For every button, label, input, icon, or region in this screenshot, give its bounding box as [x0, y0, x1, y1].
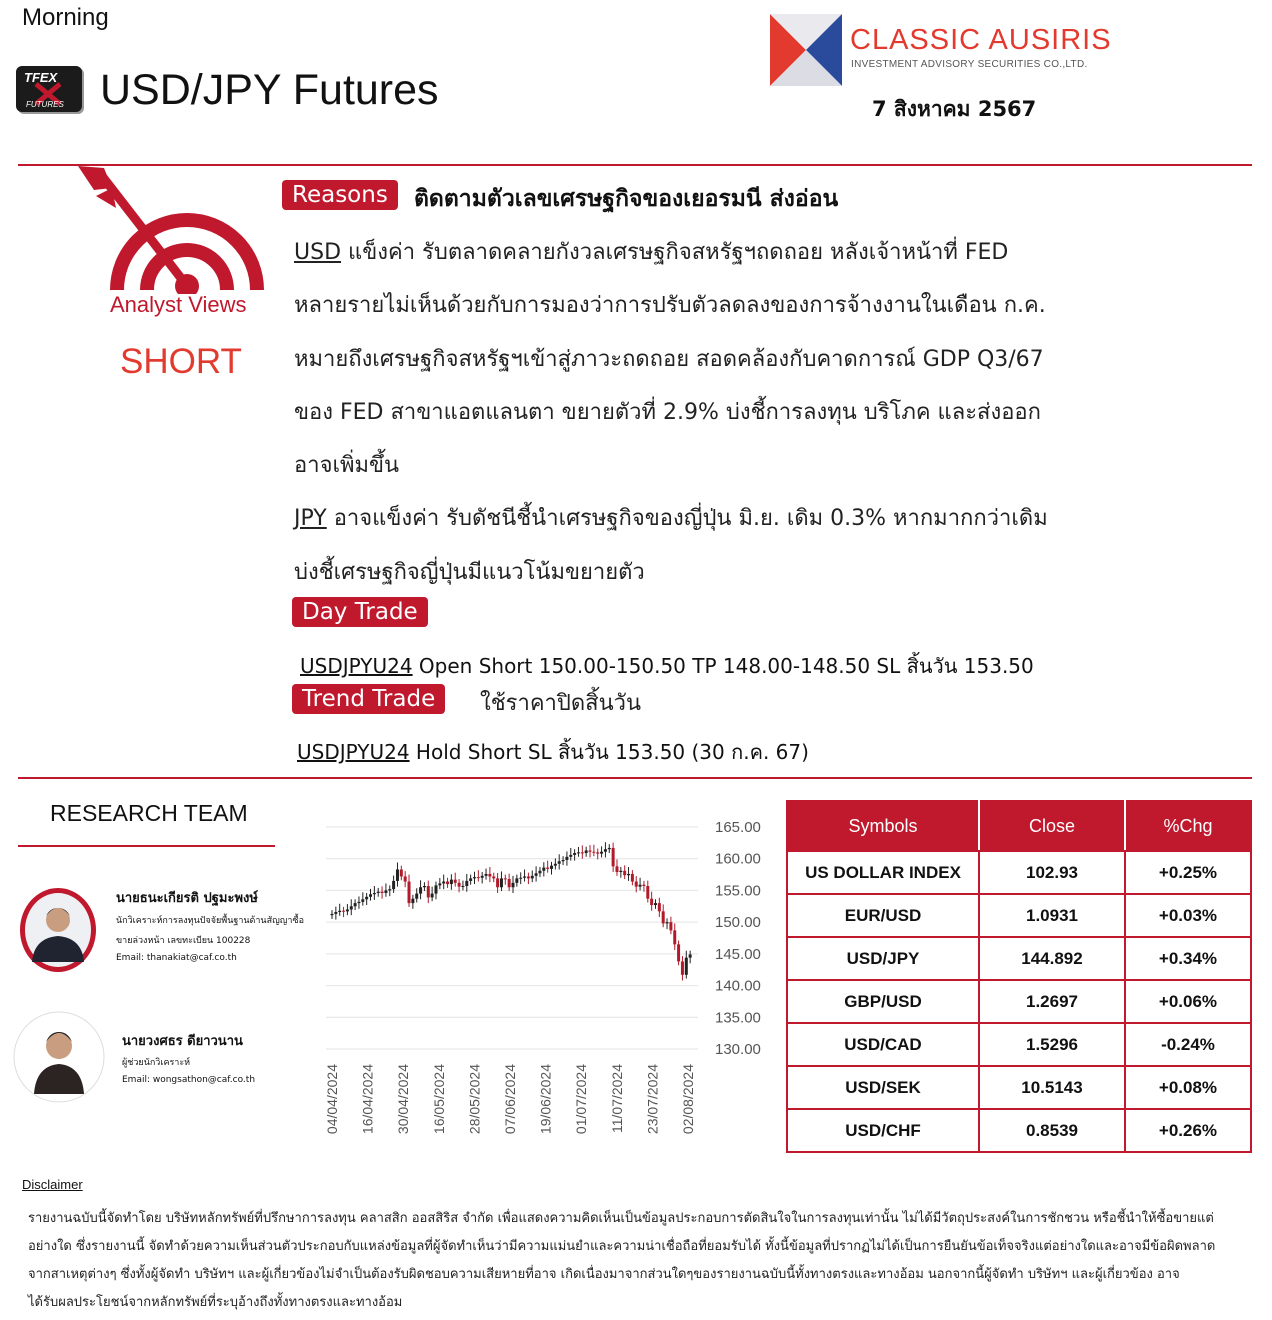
candle-body	[473, 877, 476, 878]
x-tick-label: 07/06/2024	[502, 1064, 518, 1135]
x-tick-label: 02/08/2024	[680, 1064, 696, 1135]
candle-body	[623, 871, 626, 875]
usd-line: แข็งค่า รับตลาดคลายกังวลเศรษฐกิจสหรัฐฯถดถอย หลังเจ้าหน้าที่ FED	[348, 240, 1009, 265]
candle-body	[384, 890, 387, 893]
candle-body	[361, 899, 364, 902]
candle-body	[350, 906, 353, 909]
candle-body	[627, 874, 630, 875]
y-tick-label: 145.00	[715, 945, 761, 963]
candle-body	[542, 868, 545, 871]
candle-body	[527, 876, 530, 878]
y-tick-label: 150.00	[715, 914, 761, 932]
research-team-title: RESEARCH TEAM	[50, 800, 248, 826]
usd-paragraph-line-1	[294, 234, 1008, 269]
candle-body	[458, 883, 461, 887]
candle-body	[512, 883, 515, 887]
candle-body	[646, 886, 649, 899]
candle-body	[434, 885, 437, 893]
table-cell: USD/JPY	[787, 937, 979, 980]
candle-body	[596, 852, 599, 853]
candle-body	[342, 911, 345, 912]
trend-trade-line	[297, 736, 809, 768]
candle-body	[481, 876, 484, 878]
table-cell: 1.2697	[979, 980, 1125, 1023]
candle-body	[631, 874, 634, 882]
candle-body	[373, 893, 376, 894]
candle-body	[485, 874, 488, 876]
member-email[interactable]: Email: thanakiat@caf.co.th	[116, 953, 237, 963]
y-tick-label: 135.00	[715, 1009, 761, 1027]
tfex-logo-icon	[16, 66, 82, 112]
table-cell: 144.892	[979, 937, 1125, 980]
member-role: นักวิเคราะห์การลงทุนปัจจัยพื้นฐานด้านสัญญาซื้อ	[116, 916, 304, 926]
candle-body	[608, 848, 611, 849]
trend-trade-note: ใช้ราคาปิดสิ้นวัน	[480, 691, 642, 716]
candle-body	[508, 879, 511, 887]
table-cell: USD/CAD	[787, 1023, 979, 1066]
day-trade-tag: Day Trade	[292, 597, 428, 627]
candle-body	[423, 886, 426, 887]
table-cell: US DOLLAR INDEX	[787, 851, 979, 894]
candle-body	[662, 911, 665, 923]
candle-body	[427, 886, 430, 897]
candle-body	[392, 881, 395, 889]
tfex-logo	[16, 66, 82, 112]
table-cell: EUR/USD	[787, 894, 979, 937]
member-email[interactable]: Email: wongsathon@caf.co.th	[122, 1075, 256, 1085]
table-cell: +0.26%	[1125, 1109, 1251, 1152]
company-logo-icon	[770, 14, 842, 86]
trend-trade-tag: Trend Trade	[292, 684, 445, 714]
candle-body	[338, 911, 341, 912]
candle-body	[612, 848, 615, 866]
candle-body	[535, 873, 538, 876]
company-logo	[770, 14, 842, 86]
candle-body	[438, 883, 441, 885]
trend-trade-symbol: USDJPYU24	[297, 740, 410, 764]
quote-table	[786, 800, 1252, 1153]
candle-body	[538, 871, 541, 874]
candle-body	[396, 869, 399, 880]
candle-body	[377, 892, 380, 893]
table-row	[787, 937, 1251, 980]
candle-body	[365, 897, 368, 900]
day-trade-symbol: USDJPYU24	[300, 654, 413, 678]
candle-body	[381, 892, 384, 893]
candle-body	[500, 878, 503, 887]
table-row	[787, 1109, 1251, 1152]
candle-body	[461, 886, 464, 887]
candle-body	[685, 958, 688, 975]
table-cell: 1.5296	[979, 1023, 1125, 1066]
column-header: Close	[979, 801, 1125, 851]
candle-body	[431, 894, 434, 898]
candle-body	[581, 852, 584, 853]
candle-body	[515, 878, 518, 882]
table-row	[787, 894, 1251, 937]
candle-body	[404, 876, 407, 881]
candle-body	[589, 850, 592, 851]
svg-text:FUTURES: FUTURES	[26, 100, 64, 109]
candle-body	[573, 853, 576, 855]
table-cell: +0.06%	[1125, 980, 1251, 1023]
edition-label: Morning	[22, 4, 109, 31]
candle-body	[569, 855, 572, 857]
candle-body	[642, 885, 645, 886]
table-cell: -0.24%	[1125, 1023, 1251, 1066]
candle-body	[639, 885, 642, 887]
target-icon	[72, 166, 268, 294]
candle-body	[689, 954, 692, 957]
y-tick-label: 160.00	[715, 850, 761, 868]
price-chart	[320, 812, 770, 1157]
member-role: ผู้ช่วยนักวิเคราะห์	[122, 1058, 191, 1068]
member-name: นายธนะเกียรติ ปฐมะพงษ์	[116, 891, 258, 906]
candle-body	[357, 902, 360, 903]
jpy-line: อาจแข็งค่า รับดัชนีชี้นำเศรษฐกิจของญี่ปุ่น มิ.ย. เดิม 0.3% หากมากกว่าเดิม	[333, 506, 1048, 531]
reasons-tag: Reasons	[282, 180, 398, 210]
candle-body	[504, 878, 507, 879]
candle-body	[531, 876, 534, 879]
candle-body	[669, 922, 672, 930]
candle-body	[562, 860, 565, 861]
candle-body	[558, 861, 561, 864]
avatar	[12, 1010, 106, 1104]
table-cell: USD/SEK	[787, 1066, 979, 1109]
y-tick-label: 165.00	[715, 819, 761, 836]
analyst-view-signal: SHORT	[120, 342, 242, 381]
table-cell: 0.8539	[979, 1109, 1125, 1152]
candle-body	[615, 866, 618, 872]
column-header: Symbols	[787, 801, 979, 851]
y-tick-label: 130.00	[715, 1041, 761, 1058]
table-cell: 102.93	[979, 851, 1125, 894]
candle-body	[442, 882, 445, 884]
x-tick-label: 16/05/2024	[430, 1064, 447, 1135]
candle-body	[554, 864, 557, 866]
candle-body	[446, 882, 449, 885]
candle-body	[477, 877, 480, 878]
y-tick-label: 155.00	[715, 882, 761, 900]
company-name: CLASSIC AUSIRIS	[850, 24, 1112, 56]
table-row	[787, 851, 1251, 894]
candle-body	[619, 871, 622, 872]
candle-body	[585, 850, 588, 853]
table-cell: USD/CHF	[787, 1109, 979, 1152]
usd-line: ของ FED สาขาแอตแลนตา ขยายตัวที่ 2.9% บ่งชี้การลงทุน บริโภค และส่งออก	[294, 400, 1041, 425]
candle-body	[654, 903, 657, 905]
candle-body	[565, 857, 568, 860]
candle-body	[600, 852, 603, 854]
candle-body	[519, 878, 522, 879]
candle-body	[469, 878, 472, 881]
candle-body	[369, 894, 372, 897]
analyst-views-label: Analyst Views	[110, 292, 247, 317]
table-row	[787, 1066, 1251, 1109]
jpy-paragraph-line-1	[294, 500, 1048, 535]
usd-line: หมายถึงเศรษฐกิจสหรัฐฯเข้าสู่ภาวะถดถอย สอดคล้องกับคาดการณ์ GDP Q3/67	[294, 347, 1044, 372]
table-row	[787, 980, 1251, 1023]
candle-body	[488, 874, 491, 877]
disclaimer-title: Disclaimer	[22, 1177, 83, 1192]
table-cell: +0.34%	[1125, 937, 1251, 980]
day-trade-text: Open Short 150.00-150.50 TP 148.00-148.50 SL สิ้นวัน 153.50	[418, 654, 1034, 678]
candle-body	[354, 903, 357, 906]
svg-text:TFEX: TFEX	[24, 70, 58, 85]
candle-body	[334, 912, 337, 914]
candle-body	[496, 878, 499, 887]
candle-body	[673, 930, 676, 944]
x-tick-label: 30/04/2024	[395, 1064, 412, 1135]
x-tick-label: 23/07/2024	[644, 1064, 661, 1135]
candle-body	[577, 852, 580, 853]
company-subtitle: INVESTMENT ADVISORY SECURITIES CO.,LTD.	[851, 59, 1088, 70]
research-team-underline	[18, 845, 275, 847]
candle-body	[411, 899, 414, 903]
table-cell: 10.5143	[979, 1066, 1125, 1109]
member-name: นายวงศธร ดียาวนาน	[122, 1034, 243, 1049]
y-tick-label: 140.00	[715, 977, 761, 995]
candle-body	[419, 887, 422, 893]
candle-body	[550, 866, 553, 869]
candle-body	[465, 881, 468, 886]
candle-body	[592, 852, 595, 853]
usd-line: หลายรายไม่เห็นด้วยกับการมองว่าการปรับตัวลดลงของการจ้างงานในเดือน ก.ค.	[294, 293, 1046, 318]
disclaimer-line: จากสาเหตุต่างๆ ซึ่งทั้งผู้จัดทำ บริษัทฯ และผู้เกี่ยวข้องไม่จำเป็นต้องรับผิดชอบความเสียหายที่อาจ เกิดเนื่องมาจากส่วนใดๆของรายงานฉบับนี้ทั้งทางตรงและทางอ้อม นอกจากนี้ผู้จัดทำ บริษัทฯ และผู้เกี่ยวข้อง อาจ	[28, 1267, 1180, 1282]
candle-body	[454, 880, 457, 883]
candle-body	[523, 876, 526, 877]
usd-line: อาจเพิ่มขึ้น	[294, 453, 400, 478]
section-divider	[18, 777, 1252, 779]
candle-body	[681, 961, 684, 974]
table-cell: GBP/USD	[787, 980, 979, 1023]
candle-body	[388, 889, 391, 890]
day-trade-line	[300, 650, 1034, 682]
x-tick-label: 11/07/2024	[608, 1064, 625, 1134]
x-tick-label: 04/04/2024	[324, 1064, 340, 1135]
reasons-headline: ติดตามตัวเลขเศรษฐกิจของเยอรมนี ส่งอ่อน	[414, 186, 839, 212]
candle-body	[650, 899, 653, 905]
usd-label: USD	[294, 240, 342, 265]
report-date: 7 สิงหาคม 2567	[872, 97, 1037, 121]
jpy-label: JPY	[294, 506, 327, 531]
disclaimer-line: ได้รับผลประโยชน์จากหลักทรัพย์ที่ระบุอ้างถึงทั้งทางตรงและทางอ้อม	[28, 1295, 403, 1310]
table-row	[787, 1023, 1251, 1066]
table-header-row	[787, 801, 1251, 851]
candle-body	[666, 922, 669, 923]
candle-body	[677, 944, 680, 961]
jpy-line: บ่งชี้เศรษฐกิจญี่ปุ่นมีแนวโน้มขยายตัว	[294, 560, 645, 585]
page-title: USD/JPY Futures	[100, 66, 439, 114]
member-role: ขายล่วงหน้า เลขทะเบียน 100228	[116, 936, 251, 946]
candle-body	[492, 876, 495, 878]
candle-body	[450, 880, 453, 884]
candle-body	[346, 909, 349, 911]
trend-trade-text: Hold Short SL สิ้นวัน 153.50 (30 ก.ค. 67)	[415, 740, 809, 764]
x-tick-label: 19/06/2024	[537, 1064, 554, 1135]
table-cell: 1.0931	[979, 894, 1125, 937]
x-tick-label: 28/05/2024	[466, 1064, 483, 1135]
candle-body	[415, 894, 418, 899]
candle-body	[331, 914, 334, 915]
table-cell: +0.25%	[1125, 851, 1251, 894]
avatar	[18, 886, 98, 974]
x-tick-label: 16/04/2024	[359, 1064, 376, 1135]
candle-body	[635, 882, 638, 887]
candle-body	[400, 869, 403, 876]
x-tick-label: 01/07/2024	[573, 1064, 590, 1135]
candle-body	[658, 903, 661, 911]
table-cell: +0.08%	[1125, 1066, 1251, 1109]
candle-body	[546, 868, 549, 869]
candle-body	[408, 882, 411, 904]
candle-body	[604, 849, 607, 852]
disclaimer-line: รายงานฉบับนี้จัดทำโดย บริษัทหลักทรัพย์ที่ปรึกษาการลงทุน คลาสสิก ออสสิริส จำกัด เพื่อแสดงความคิดเห็นเป็นข้อมูลประกอบการตัดสินใจในการลงทุนเท่านั้น ไม่ได้มีวัตถุประสงค์ในการชักชวน หรือชี้นำให้ซื้อขายแต่	[28, 1211, 1214, 1226]
table-cell: +0.03%	[1125, 894, 1251, 937]
disclaimer-line: อย่างใด ซึ่งรายงานนี้ จัดทำด้วยความเห็นส่วนตัวประกอบกับแหล่งข้อมูลที่ผู้จัดทำเห็นว่ามีความแม่นยำและความน่าเชื่อถือที่ยอมรับได้ ทั้งนี้ข้อมูลที่ปรากฏไม่ได้เป็นการยืนยันข้อเท็จจริงแต่อย่างใดและอาจมีข้อผิดพลาด	[28, 1239, 1216, 1254]
column-header: %Chg	[1125, 801, 1251, 851]
